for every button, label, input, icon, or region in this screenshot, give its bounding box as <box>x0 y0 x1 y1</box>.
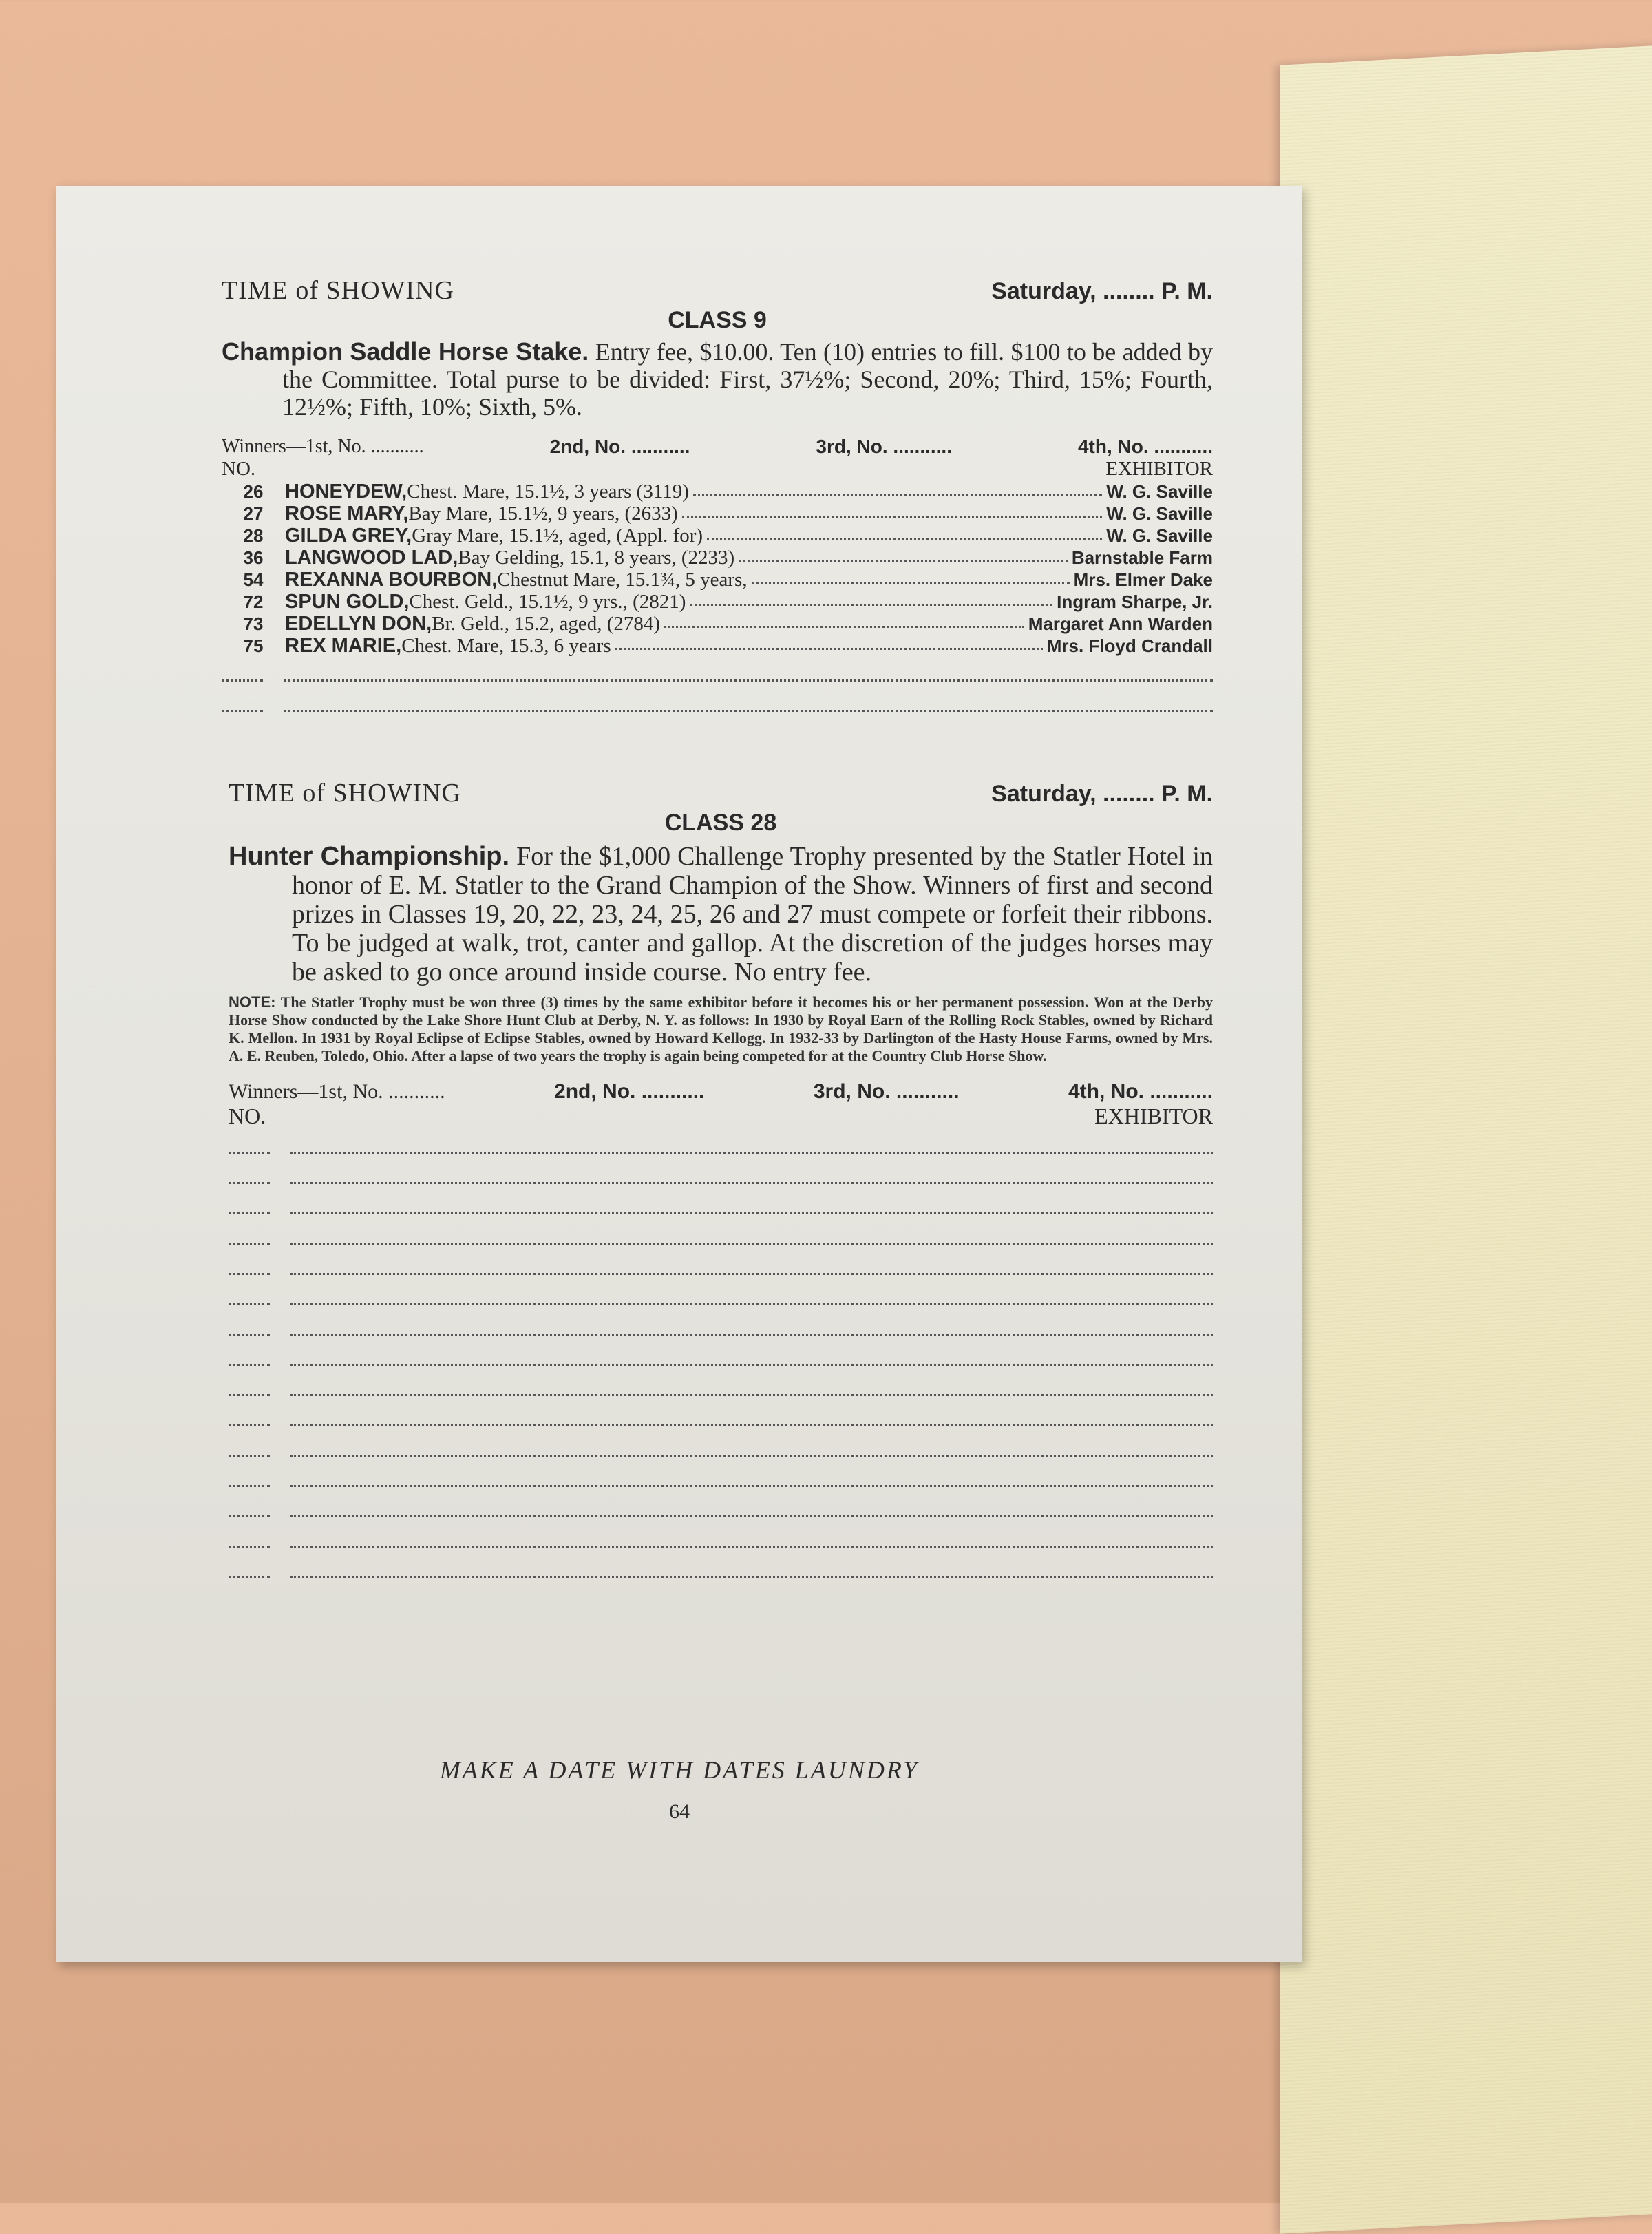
entry-number: 75 <box>243 635 264 656</box>
time-of-showing-label: TIME of SHOWING <box>222 276 454 305</box>
laundry-advertisement: MAKE A DATE WITH DATES LAUNDRY <box>439 1756 920 1784</box>
class-9-header-row <box>222 275 1213 306</box>
class-description <box>222 338 1213 421</box>
blank-entry-line <box>229 1159 1213 1190</box>
winner-1st: Winners—1st, No. ........... <box>222 436 424 457</box>
horse-details: Chest. Mare, 15.1½, 3 years (3119) <box>407 481 689 503</box>
horse-details: Chest. Mare, 15.3, 6 years <box>401 635 611 657</box>
entry-row <box>222 569 1213 591</box>
exhibitor-name: W. G. Saville <box>1106 481 1213 502</box>
exhibitor-name: Margaret Ann Warden <box>1028 613 1213 634</box>
horse-name: REX MARIE, <box>285 635 402 657</box>
event-name: Champion Saddle Horse Stake. <box>222 337 589 366</box>
showing-day-time: Saturday, ........ P. M. <box>991 781 1213 807</box>
horse-name: ROSE MARY, <box>285 503 409 525</box>
entry-number: 36 <box>243 547 264 568</box>
blank-entry-line <box>229 1190 1213 1220</box>
winner-4th: 4th, No. ........... <box>1077 436 1213 457</box>
exhibitor-column-label: EXHIBITOR <box>1105 458 1213 480</box>
showing-day-time: Saturday, ........ P. M. <box>991 278 1213 304</box>
trophy-note <box>229 993 1213 1065</box>
class-description <box>229 842 1213 987</box>
horse-details: Br. Geld., 15.2, aged, (2784) <box>432 613 661 635</box>
no-column-label: NO. <box>222 458 256 480</box>
horse-name: SPUN GOLD, <box>285 591 410 613</box>
exhibitor-name: Ingram Sharpe, Jr. <box>1057 591 1213 612</box>
blank-entry-line <box>229 1281 1213 1311</box>
event-description: For the $1,000 Challenge Trophy presented by the Statler Hotel in honor of E. M. Statler to the Grand Champion of the Show. Winners of first and second prizes in Classes 19, 20, 22, 23, 24, 25, 26 and 27 must compete or forfeit their ribbons. To be judged at walk, trot, canter and gallop. At the discretion of the judges horses may be asked to go once around inside course. No entry fee. <box>292 842 1213 987</box>
winner-2nd: 2nd, No. ........... <box>554 1080 705 1103</box>
exhibitor-name: Mrs. Elmer Dake <box>1073 569 1213 590</box>
entry-row <box>222 503 1213 525</box>
entry-row <box>222 481 1213 503</box>
class-title: CLASS 28 <box>664 810 777 836</box>
horse-details: Chestnut Mare, 15.1¾, 5 years, <box>497 569 748 591</box>
blank-entry-line <box>222 687 1213 717</box>
blank-entry-line <box>229 1250 1213 1281</box>
page-number: 64 <box>669 1800 690 1823</box>
horse-name: REXANNA BOURBON, <box>285 569 498 591</box>
class-28-section <box>229 778 1213 1583</box>
horse-name: GILDA GREY, <box>285 525 412 547</box>
blank-entry-line <box>229 1341 1213 1371</box>
exhibitor-column-label: EXHIBITOR <box>1094 1104 1213 1128</box>
exhibitor-name: Barnstable Farm <box>1071 547 1213 568</box>
entry-number: 73 <box>243 613 264 634</box>
entries-list <box>222 481 1213 717</box>
blank-entry-line <box>229 1493 1213 1523</box>
back-cover <box>1280 45 1652 2233</box>
blank-entry-line <box>229 1462 1213 1493</box>
entry-row <box>222 525 1213 547</box>
horse-details: Chest. Geld., 15.1½, 9 yrs., (2821) <box>409 591 686 613</box>
entry-row <box>222 613 1213 635</box>
blank-entry-line <box>229 1129 1213 1159</box>
winner-1st: Winners—1st, No. ........... <box>229 1080 445 1103</box>
event-description: Entry fee, $10.00. Ten (10) entries to fill. $100 to be added by the Committee. Total purse to be divided: First, 37½%; Second, 20%; Third, 15%; Fourth, 12½%; Fifth, 10%; Sixth, 5%. <box>282 338 1213 421</box>
horse-name: HONEYDEW, <box>285 481 407 503</box>
class-28-header-row <box>229 778 1213 808</box>
exhibitor-name: Mrs. Floyd Crandall <box>1046 635 1213 656</box>
winner-4th: 4th, No. ........... <box>1068 1080 1213 1103</box>
entries-header <box>222 458 1213 481</box>
blank-entry-line <box>229 1220 1213 1250</box>
blank-entry-line <box>229 1311 1213 1341</box>
blank-entry-line <box>229 1553 1213 1583</box>
entry-number: 28 <box>243 525 264 546</box>
winner-3rd: 3rd, No. ........... <box>813 1080 960 1103</box>
note-label: NOTE: <box>229 993 276 1011</box>
program-page <box>56 186 1302 1962</box>
blank-entry-line <box>229 1523 1213 1553</box>
blank-entry-line <box>229 1371 1213 1402</box>
winner-2nd: 2nd, No. ........... <box>549 436 690 457</box>
event-name: Hunter Championship. <box>229 842 510 871</box>
entry-number: 54 <box>243 569 264 590</box>
entries-header <box>229 1104 1213 1129</box>
entry-number: 27 <box>243 503 264 524</box>
entry-number: 72 <box>243 591 264 612</box>
class-9-section <box>222 275 1213 717</box>
time-of-showing-label: TIME of SHOWING <box>229 779 461 808</box>
winners-line <box>229 1080 1213 1104</box>
exhibitor-name: W. G. Saville <box>1106 503 1213 524</box>
entry-row <box>222 591 1213 613</box>
blank-entries-list <box>229 1129 1213 1583</box>
horse-details: Bay Gelding, 15.1, 8 years, (2233) <box>458 547 735 569</box>
class-title: CLASS 9 <box>668 307 767 333</box>
blank-entry-line <box>222 657 1213 687</box>
entry-row <box>222 547 1213 569</box>
horse-details: Gray Mare, 15.1½, aged, (Appl. for) <box>412 525 703 547</box>
entry-row <box>222 635 1213 657</box>
exhibitor-name: W. G. Saville <box>1106 525 1213 546</box>
horse-details: Bay Mare, 15.1½, 9 years, (2633) <box>408 503 678 525</box>
blank-entry-line <box>229 1402 1213 1432</box>
horse-name: LANGWOOD LAD, <box>285 547 458 569</box>
winner-3rd: 3rd, No. ........... <box>816 436 952 457</box>
winners-line <box>222 436 1213 458</box>
blank-entry-line <box>229 1432 1213 1462</box>
entry-number: 26 <box>243 481 264 502</box>
horse-name: EDELLYN DON, <box>285 613 432 635</box>
no-column-label: NO. <box>229 1104 266 1128</box>
note-text: The Statler Trophy must be won three (3) times by the same exhibitor before it becomes his or her permanent possession. Won at the Derby Horse Show conducted by the Lake Shore Hunt Club at Derby, N. Y. as follows: In 1930 by Royal Earn of the Rolling Rock Stables, owned by Richard K. Mellon. In 1931 by Royal Eclipse of Eclipse Stables, owned by Howard Kellogg. In 1932-33 by Darlington of the Hasty House Farms, owned by Mrs. A. E. Reuben, Toledo, Ohio. After a lapse of two years the trophy is again being competed for at the Country Club Horse Show. <box>229 993 1213 1064</box>
